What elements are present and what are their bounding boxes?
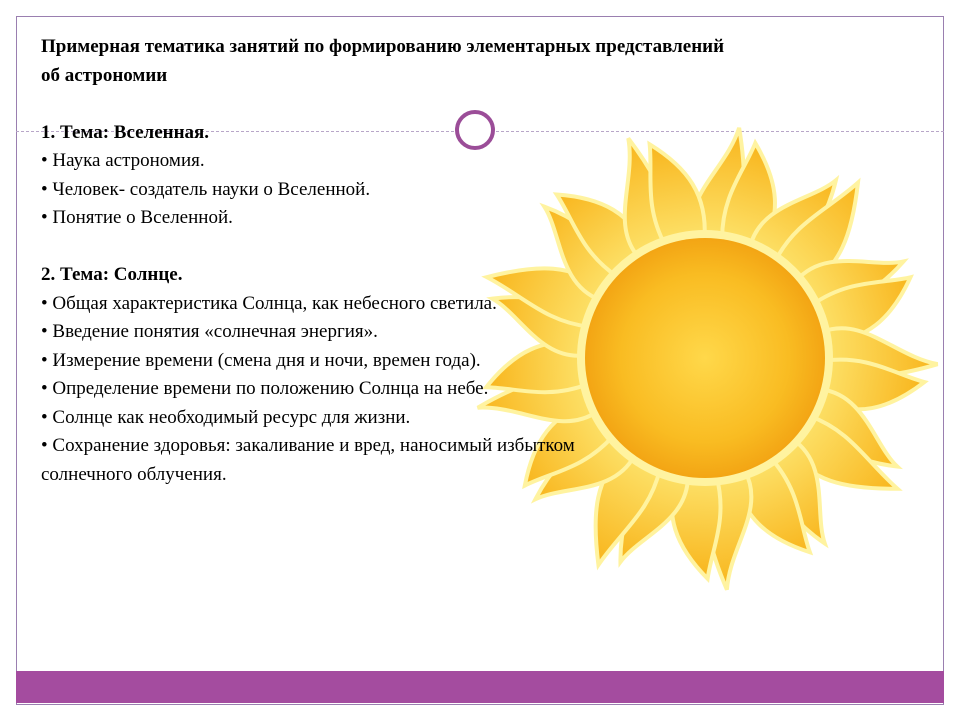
list-item: • Измерение времени (смена дня и ночи, времен года). [41,349,481,371]
list-item: солнечного облучения. [41,463,227,485]
page-title-line1: Примерная тематика занятий по формированию элементарных представлений [41,36,725,57]
list-item: • Солнце как необходимый ресурс для жизни. [41,406,411,428]
spacer [41,90,921,119]
list-item: • Общая характеристика Солнца, как небесного светила. [41,292,497,314]
footer-bar [16,671,944,703]
section-title-universe: 1. Тема: Вселенная. [41,121,210,143]
list-item: • Наука астрономия. [41,150,205,171]
page-title-line2: об астрономии [41,64,168,86]
list-item: • Определение времени по положению Солнца на небе. [41,378,489,399]
list-item: • Сохранение здоровья: закаливание и вред, наносимый избытком [41,435,575,456]
section-title-sun: 2. Тема: Солнце. [41,264,183,285]
content-text [41,33,921,489]
list-item: • Человек- создатель науки о Вселенной. [41,178,371,200]
spacer [41,233,921,262]
list-item: • Введение понятия «солнечная энергия». [41,321,378,342]
list-item: • Понятие о Вселенной. [41,207,233,228]
